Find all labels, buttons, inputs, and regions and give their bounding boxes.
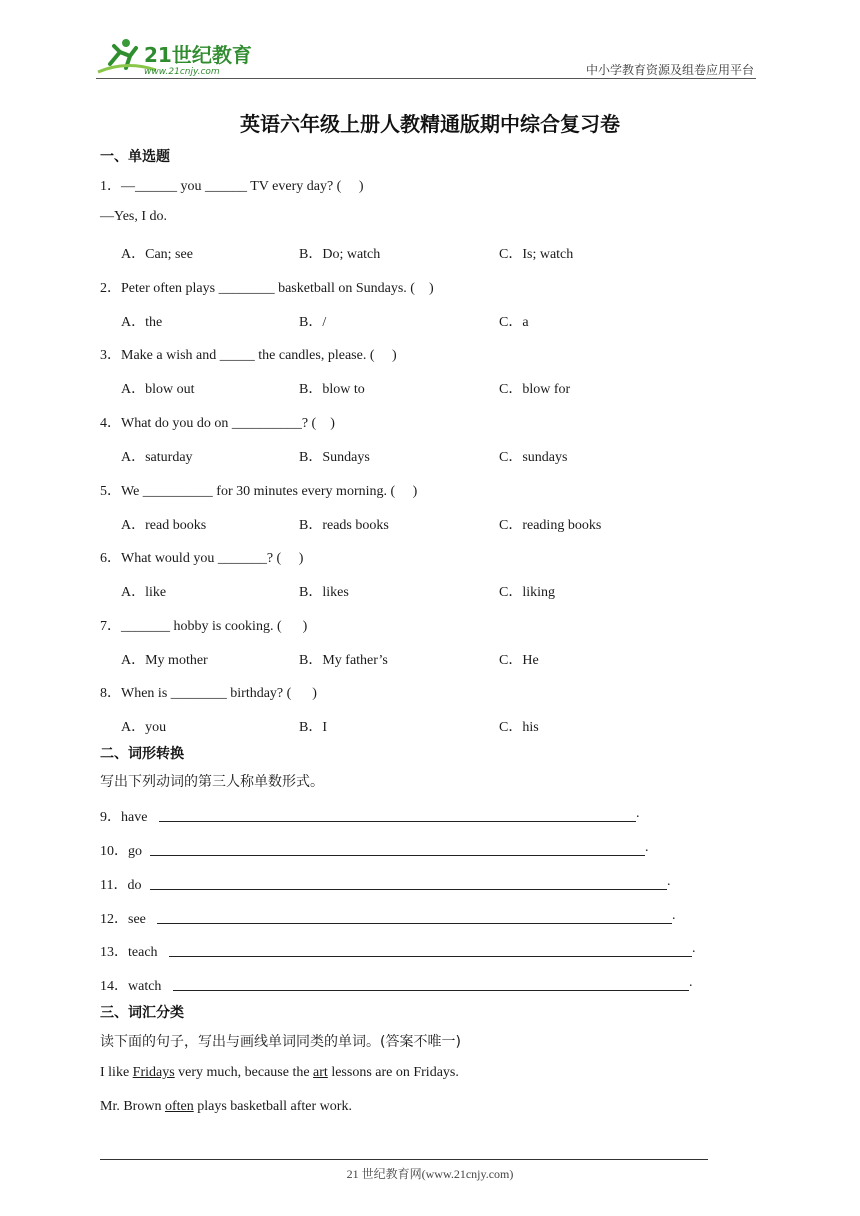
q3-option-a: A．blow out: [121, 382, 195, 397]
section-heading-single-choice: 一、单选题: [100, 149, 170, 165]
q6-option-c: C．liking: [499, 585, 556, 600]
question-5: 5．We __________ for 30 minutes every morning. ( ): [100, 484, 418, 499]
q6-option-b: B．likes: [299, 585, 349, 600]
item-9-label: 9．have: [100, 810, 148, 825]
footer-text: 21 世纪教育网(www.21cnjy.com): [346, 1167, 514, 1181]
item-9-period: .: [636, 806, 640, 821]
section-3-instruction: 读下面的句子，写出与画线单词同类的单词。(答案不唯一): [100, 1034, 461, 1050]
sentence-2-part-a: Mr. Brown: [100, 1099, 165, 1114]
q2-option-a: A．the: [121, 315, 163, 330]
item-13-label: 13．teach: [100, 945, 158, 960]
underlined-word-often: often: [164, 1099, 194, 1114]
item-14-label: 14．watch: [100, 979, 162, 994]
page-title: 英语六年级上册人教精通版期中综合复习卷: [240, 112, 620, 136]
sentence-1-part-c: lessons are on Fridays.: [327, 1065, 459, 1080]
logo-url: www.21cnjy.com: [144, 67, 220, 77]
logo-text: 21世纪教育: [144, 43, 252, 67]
underlined-word-art: art: [313, 1065, 328, 1080]
item-12-period: .: [672, 908, 676, 923]
sentence-1-part-a: I like: [100, 1065, 133, 1080]
q7-option-c: C．He: [499, 653, 539, 668]
item-14-period: .: [689, 975, 693, 990]
q1-option-c: C．Is; watch: [499, 247, 574, 262]
question-2: 2．Peter often plays ________ basketball on Sundays. ( ): [100, 281, 434, 296]
q6-option-a: A．like: [121, 585, 167, 600]
question-6: 6．What would you _______? ( ): [100, 551, 304, 566]
item-9-answer-blank[interactable]: [159, 821, 636, 822]
q5-option-a: A．read books: [121, 518, 207, 533]
q4-option-c: C．sundays: [499, 450, 568, 465]
header-divider: [96, 78, 756, 79]
q3-option-b: B．blow to: [299, 382, 365, 397]
item-14-answer-blank[interactable]: [173, 990, 689, 991]
q5-option-b: B．reads books: [299, 518, 389, 533]
q2-option-c: C．a: [499, 315, 529, 330]
section-2-instruction: 写出下列动词的第三人称单数形式。: [100, 774, 324, 790]
q4-option-b: B．Sundays: [299, 450, 370, 465]
q2-option-b: B．/: [299, 315, 327, 330]
q8-option-c: C．his: [499, 720, 539, 735]
q1-option-b: B．Do; watch: [299, 247, 381, 262]
question-3: 3．Make a wish and _____ the candles, please. ( ): [100, 348, 397, 363]
item-10-label: 10．go: [100, 844, 142, 859]
sentence-2-part-b: plays basketball after work.: [193, 1099, 352, 1114]
question-1-answer-line: —Yes, I do.: [100, 209, 168, 224]
item-10-answer-blank[interactable]: [150, 855, 645, 856]
q1-option-a: A．Can; see: [121, 247, 193, 262]
underlined-word-fridays: Fridays: [132, 1065, 175, 1080]
sentence-1: [100, 1065, 459, 1081]
sentence-1-part-b: very much, because the: [174, 1065, 314, 1080]
item-12-label: 12．see: [100, 912, 146, 927]
q7-option-b: B．My father’s: [299, 653, 388, 668]
question-1: 1．—______ you ______ TV every day? ( ): [100, 179, 364, 194]
site-logo: [96, 34, 266, 78]
item-13-period: .: [692, 941, 696, 956]
item-11-period: .: [667, 874, 671, 889]
q8-option-b: B．I: [299, 720, 327, 735]
section-heading-word-forms: 二、词形转换: [100, 746, 184, 762]
q4-option-a: A．saturday: [121, 450, 193, 465]
item-11-answer-blank[interactable]: [150, 889, 667, 890]
q5-option-c: C．reading books: [499, 518, 602, 533]
section-heading-vocab-classification: 三、词汇分类: [100, 1005, 184, 1021]
question-7: 7．_______ hobby is cooking. ( ): [100, 619, 308, 634]
q7-option-a: A．My mother: [121, 653, 208, 668]
item-13-answer-blank[interactable]: [169, 956, 692, 957]
item-11-label: 11．do: [100, 878, 142, 893]
q8-option-a: A．you: [121, 720, 167, 735]
q3-option-c: C．blow for: [499, 382, 571, 397]
footer-divider: [100, 1159, 708, 1160]
sentence-2: [100, 1099, 352, 1115]
item-12-answer-blank[interactable]: [157, 923, 672, 924]
header-platform-text: 中小学教育资源及组卷应用平台: [585, 63, 754, 77]
item-10-period: .: [645, 840, 649, 855]
question-8: 8．When is ________ birthday? ( ): [100, 686, 317, 701]
question-4: 4．What do you do on __________? ( ): [100, 416, 335, 431]
